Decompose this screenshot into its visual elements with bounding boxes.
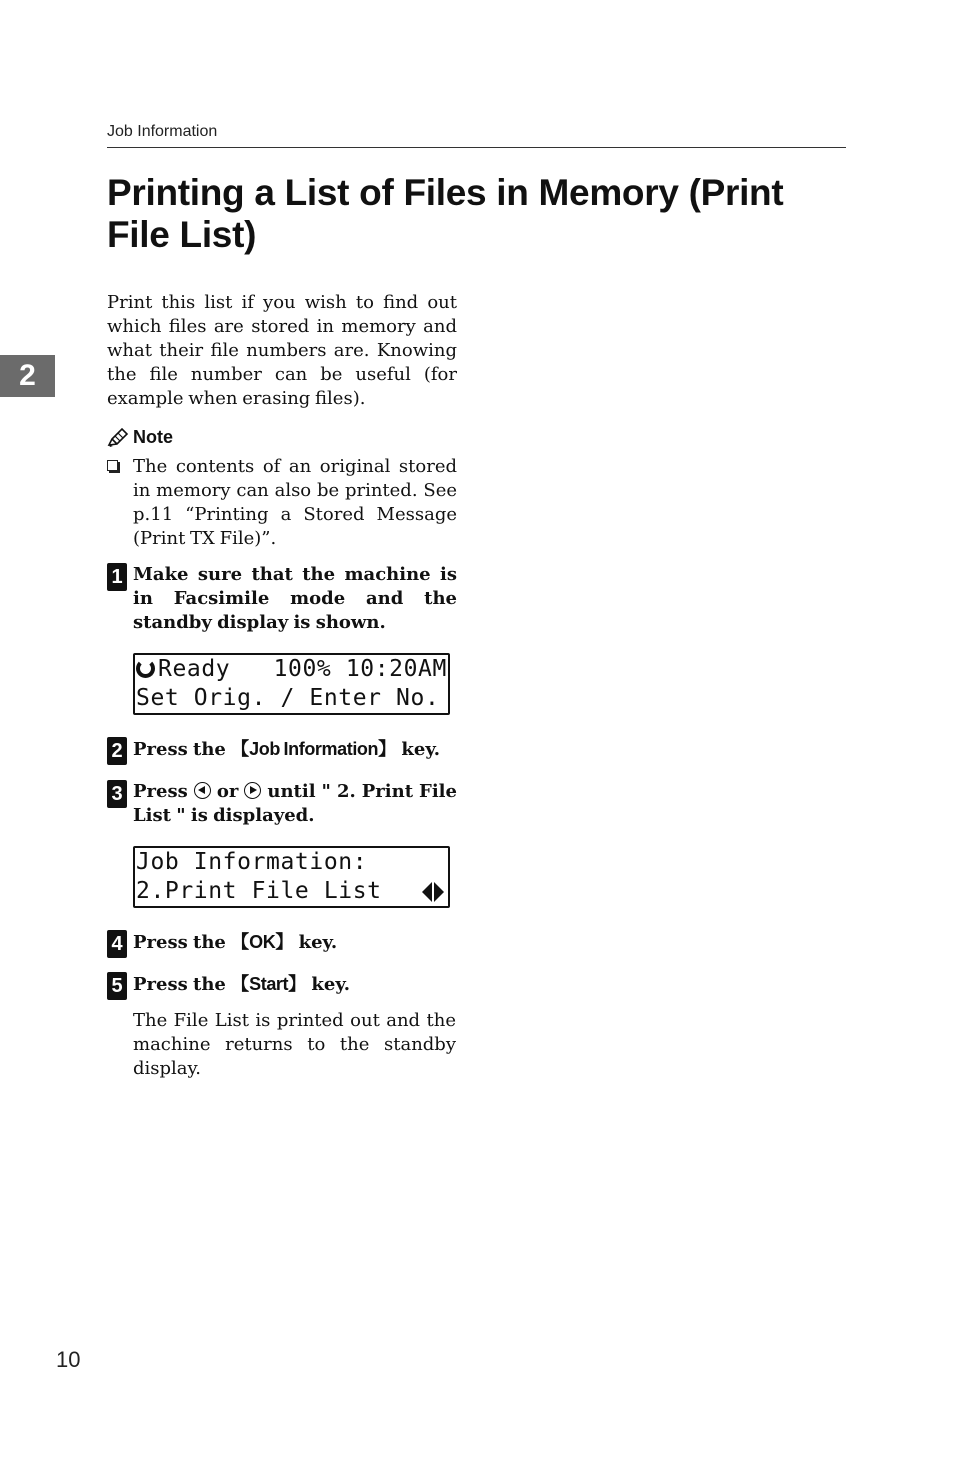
page-number: 10 <box>56 1347 81 1372</box>
running-header: Job Information <box>107 123 218 140</box>
step-1 <box>107 563 457 635</box>
note-text: The contents of an original stored in memory can also be printed. See p.11 “Printing a Stored Message (Print TX File)”. <box>133 456 457 549</box>
page-title: Printing a List of Files in Memory (Print File List) <box>107 172 784 255</box>
lcd-line-1: Ready 100% 10:20AM <box>136 655 448 684</box>
ready-power-icon <box>136 659 155 678</box>
start-key-label: Start <box>249 974 289 994</box>
step-2 <box>107 737 457 762</box>
chapter-tab: 2 <box>0 355 55 397</box>
lcd-line-1: Job Information: <box>136 849 368 875</box>
left-arrow-key-icon <box>194 782 211 799</box>
standby-display <box>133 653 450 715</box>
step-number-badge: 2 <box>107 737 127 765</box>
step-text: Press the 【Start】 key. <box>133 974 350 995</box>
step-3 <box>107 780 457 828</box>
job-information-display <box>133 846 450 908</box>
lcd-line-2: 2.Print File List <box>136 877 448 906</box>
pencil-note-icon <box>107 428 129 448</box>
intro-paragraph: Print this list if you wish to find out which files are stored in memory and what their file numbers are. Knowing the file number can be useful (for example when erasing files). <box>107 292 457 409</box>
right-arrow-key-icon <box>244 782 261 799</box>
step-5-result-text: The File List is printed out and the machine returns to the standby display. <box>133 1010 456 1079</box>
step-5 <box>107 972 457 997</box>
header-rule <box>107 147 846 148</box>
step-text: Press or until " 2. Print File List " is displayed. <box>133 781 457 826</box>
note-heading <box>107 427 173 448</box>
checkbox-icon <box>107 460 118 471</box>
lcd-line-2: Set Orig. / Enter No. <box>136 685 440 711</box>
note-label: Note <box>133 427 173 447</box>
step-text: Press the 【Job Information】 key. <box>133 739 440 760</box>
note-item <box>107 455 457 551</box>
step-text: Make sure that the machine is in Facsimile mode and the standby display is shown. <box>133 564 457 633</box>
step-number-badge: 3 <box>107 780 127 808</box>
step-text: Press the 【OK】 key. <box>133 932 338 953</box>
step-number-badge: 5 <box>107 972 127 1000</box>
job-information-key-label: Job Information <box>249 739 379 759</box>
step-4 <box>107 930 457 955</box>
left-right-arrows-icon <box>422 882 444 902</box>
step-number-badge: 1 <box>107 563 127 591</box>
ok-key-label: OK <box>249 932 276 952</box>
step-number-badge: 4 <box>107 930 127 958</box>
